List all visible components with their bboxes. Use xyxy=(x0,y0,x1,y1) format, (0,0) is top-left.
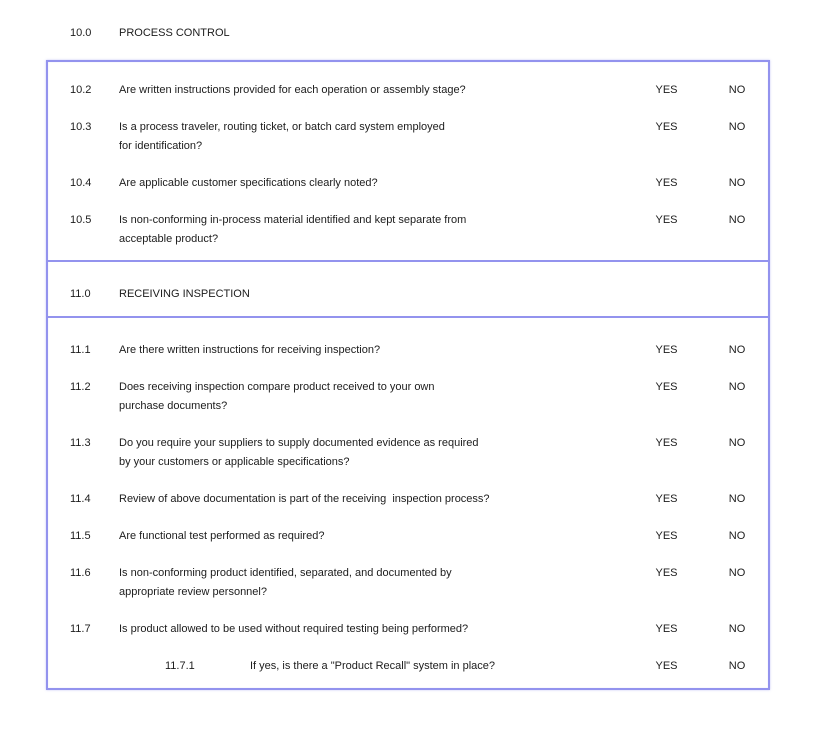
item-number: 11.6 xyxy=(70,567,91,579)
item-question xyxy=(119,341,619,360)
no-option: NO xyxy=(728,214,746,226)
item-number: 11.4 xyxy=(70,493,91,505)
checklist-subitem-row xyxy=(48,657,768,676)
section-11-header-row xyxy=(48,262,768,318)
checklist-item-row xyxy=(48,118,768,156)
no-option: NO xyxy=(728,530,746,542)
item-question xyxy=(119,434,619,472)
section-11-heading xyxy=(48,285,768,304)
section-11-number: 11.0 xyxy=(70,288,91,300)
question-line: Are applicable customer specifications clearly noted? xyxy=(119,177,378,189)
checklist-item-row xyxy=(48,211,768,249)
question-line: Review of above documentation is part of the receiving inspection process? xyxy=(119,493,490,505)
yes-option: YES xyxy=(655,530,678,542)
question-line: acceptable product? xyxy=(119,233,219,245)
item-question xyxy=(119,174,619,193)
checklist-item-row xyxy=(48,341,768,360)
question-line: If yes, is there a "Product Recall" system in place? xyxy=(250,660,496,672)
no-option: NO xyxy=(728,121,746,133)
checklist-item-row xyxy=(48,527,768,546)
item-number: 11.1 xyxy=(70,344,91,356)
no-option: NO xyxy=(728,660,746,672)
item-number: 10.4 xyxy=(70,177,92,189)
item-question xyxy=(250,657,619,676)
no-option: NO xyxy=(728,381,746,393)
yes-option: YES xyxy=(655,381,678,393)
question-line: Is non-conforming in-process material identified and kept separate from xyxy=(119,214,467,226)
item-number: 10.3 xyxy=(70,121,92,133)
no-option: NO xyxy=(728,567,746,579)
no-option: NO xyxy=(728,177,746,189)
checklist-item-row xyxy=(48,434,768,472)
yes-option: YES xyxy=(655,84,678,96)
checklist-item-row xyxy=(48,620,768,639)
item-question xyxy=(119,620,619,639)
question-line: purchase documents? xyxy=(119,400,228,412)
question-line: Is product allowed to be used without required testing being performed? xyxy=(119,623,469,635)
item-number: 10.5 xyxy=(70,214,92,226)
item-question xyxy=(119,490,619,509)
question-line: Are written instructions provided for each operation or assembly stage? xyxy=(119,84,466,96)
section-11-title: RECEIVING INSPECTION xyxy=(119,288,250,300)
yes-option: YES xyxy=(655,214,678,226)
section-11-rows xyxy=(48,318,768,688)
yes-option: YES xyxy=(655,493,678,505)
item-question xyxy=(119,118,619,156)
question-line: Do you require your suppliers to supply documented evidence as required xyxy=(119,437,479,449)
question-line: Does receiving inspection compare product received to your own xyxy=(119,381,435,393)
yes-option: YES xyxy=(655,121,678,133)
item-number: 11.5 xyxy=(70,530,91,542)
yes-option: YES xyxy=(655,437,678,449)
yes-option: YES xyxy=(655,344,678,356)
item-question xyxy=(119,211,619,249)
item-question xyxy=(119,564,619,602)
no-option: NO xyxy=(728,437,746,449)
yes-option: YES xyxy=(655,660,678,672)
question-line: by your customers or applicable specifications? xyxy=(119,456,350,468)
checklist-item-row xyxy=(48,378,768,416)
checklist-item-row xyxy=(48,490,768,509)
no-option: NO xyxy=(728,344,746,356)
section-10-rows xyxy=(48,62,768,262)
item-question xyxy=(119,527,619,546)
checklist-table xyxy=(46,60,770,690)
question-line: Are there written instructions for receiving inspection? xyxy=(119,344,381,356)
no-option: NO xyxy=(728,84,746,96)
section-10-number: 10.0 xyxy=(70,27,92,39)
question-line: Is non-conforming product identified, separated, and documented by xyxy=(119,567,452,579)
item-number: 11.7.1 xyxy=(165,660,195,672)
yes-option: YES xyxy=(655,567,678,579)
section-10-title: PROCESS CONTROL xyxy=(119,27,230,39)
yes-option: YES xyxy=(655,623,678,635)
no-option: NO xyxy=(728,493,746,505)
item-number: 11.7 xyxy=(70,623,91,635)
item-question xyxy=(119,378,619,416)
checklist-item-row xyxy=(48,564,768,602)
question-line: for identification? xyxy=(119,140,203,152)
checklist-item-row xyxy=(48,81,768,100)
question-line: appropriate review personnel? xyxy=(119,586,267,598)
no-option: NO xyxy=(728,623,746,635)
item-number: 10.2 xyxy=(70,84,92,96)
item-number: 11.3 xyxy=(70,437,91,449)
question-line: Is a process traveler, routing ticket, or batch card system employed xyxy=(119,121,445,133)
yes-option: YES xyxy=(655,177,678,189)
section-10-heading xyxy=(70,24,230,43)
question-line: Are functional test performed as required? xyxy=(119,530,325,542)
item-question xyxy=(119,81,619,100)
checklist-item-row xyxy=(48,174,768,193)
item-number: 11.2 xyxy=(70,381,91,393)
